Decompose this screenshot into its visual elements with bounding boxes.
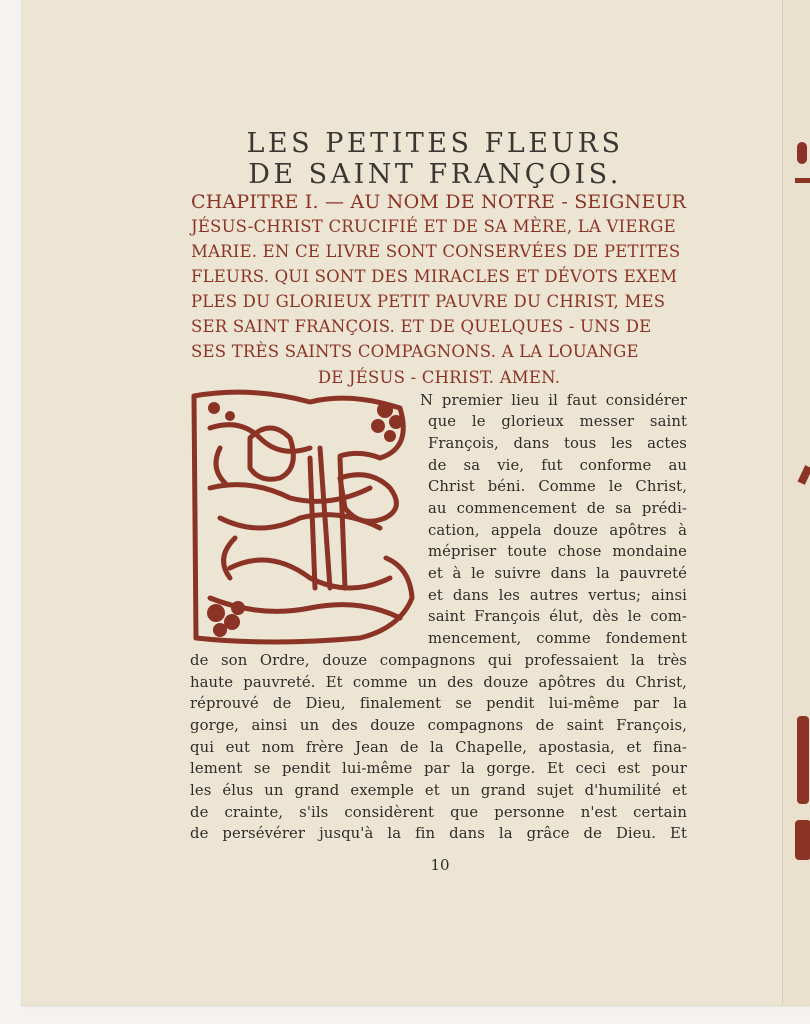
chapter-heading-line [191,242,687,261]
chapter-heading-text: DE JÉSUS - CHRIST. AMEN. [317,368,561,387]
facing-page-ornament [795,820,810,860]
body-text-line: les élus un grand exemple et un grand sujet d'humilité et [190,782,687,799]
facing-page-edge [782,0,810,1005]
book-title-line-2: DE SAINT FRANÇOIS. [248,159,622,190]
body-text-line: que le glorieux messer saint [428,413,687,430]
facing-page-ornament [797,142,807,164]
page-number: 10 [430,856,450,874]
body-text-line: mencement, comme fondement [428,630,687,647]
woodcut-initial-E-icon [190,388,416,648]
body-text-line: François, dans tous les actes [428,435,687,452]
chapter-heading-text: SES TRÈS SAINTS COMPAGNONS. A LA LOUANGE [191,342,639,361]
body-text-line: au commencement de sa prédi- [428,500,687,517]
body-text-line: gorge, ainsi un des douze compagnons de saint François, [190,717,687,734]
facing-page-ornament [798,465,810,485]
body-text-line: de sa vie, fut conforme au [428,457,687,474]
facing-page-ornament [795,178,810,183]
chapter-heading-line [191,368,687,387]
body-text-line: lement se pendit lui-même par la gorge. Et ceci est pour [190,760,687,777]
chapter-heading-text: MARIE. EN CE LIVRE SONT CONSERVÉES DE PETITES [191,242,681,261]
body-text-line: cation, appela douze apôtres à [428,522,687,539]
chapter-heading-line [191,342,687,361]
chapter-heading-text: CHAPITRE I. — AU NOM DE NOTRE - SEIGNEUR [191,191,687,213]
chapter-heading-line [191,317,687,336]
body-text-line: et à le suivre dans la pauvreté [428,565,687,582]
chapter-heading-text: JÉSUS-CHRIST CRUCIFIÉ ET DE SA MÈRE, LA VIERGE [191,217,676,236]
body-text-line: Christ béni. Comme le Christ, [428,478,687,495]
body-text-line: haute pauvreté. Et comme un des douze apôtres du Christ, [190,674,687,691]
body-text-line: saint François élut, dès le com- [428,608,687,625]
chapter-heading-text: SER SAINT FRANÇOIS. ET DE QUELQUES - UNS DE [191,317,652,336]
facing-page-ornament [797,716,809,804]
chapter-heading-line [191,191,687,213]
body-text-line: réprouvé de Dieu, finalement se pendit lui-même par la [190,695,687,712]
body-text-line: N premier lieu il faut considérer [420,392,687,409]
chapter-heading-text: FLEURS. QUI SONT DES MIRACLES ET DÉVOTS EXEM [191,267,678,286]
chapter-heading-line [191,267,687,286]
body-text-line: de son Ordre, douze compagnons qui professaient la très [190,652,687,669]
book-title-line-1: LES PETITES FLEURS [246,128,624,159]
chapter-heading-text: PLES DU GLORIEUX PETIT PAUVRE DU CHRIST, MES [191,292,666,311]
chapter-heading-line [191,292,687,311]
body-text-line: de crainte, s'ils considèrent que personne n'est certain [190,804,687,821]
body-text-line: et dans les autres vertus; ainsi [428,587,687,604]
chapter-heading-line [191,217,687,236]
body-text-line: qui eut nom frère Jean de la Chapelle, apostasia, et fina- [190,739,687,756]
body-text-line: de persévérer jusqu'à la fin dans la grâce de Dieu. Et [190,825,687,842]
body-text-line: mépriser toute chose mondaine [428,543,687,560]
